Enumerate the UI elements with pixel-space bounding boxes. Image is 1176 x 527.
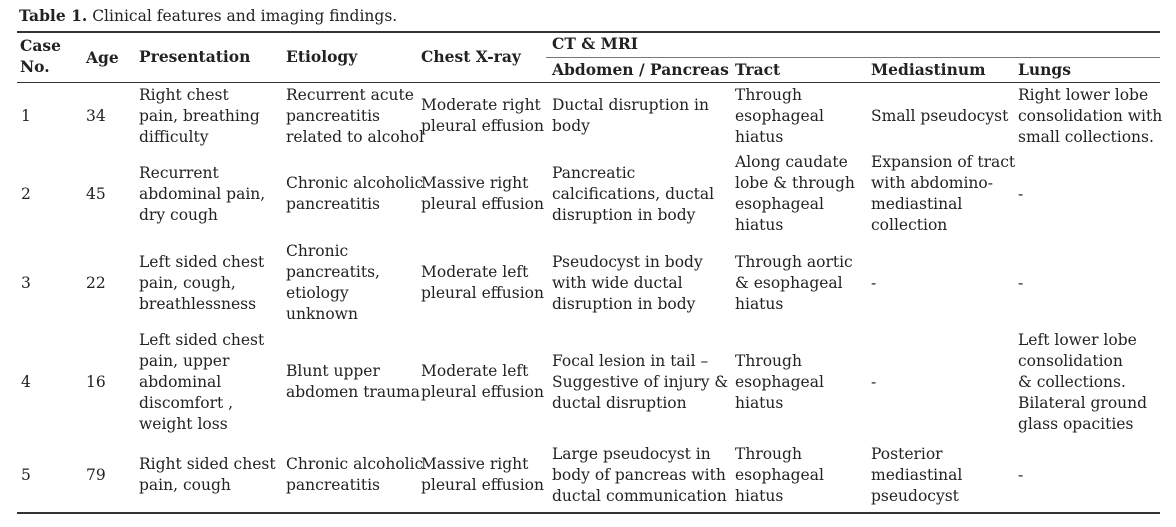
cell-age: 34 (86, 106, 106, 125)
cell-abdomen: Large pseudocyst in body of pancreas with ductal communication (552, 444, 727, 505)
cell-age: 79 (86, 465, 106, 484)
cell-presentation: Recurrent abdominal pain, dry cough (139, 163, 266, 224)
header-mediastinum: Mediastinum (871, 60, 986, 79)
cell-etiology: Chronic alcoholic pancreatitis (286, 174, 424, 213)
cell-tract: Along caudate lobe & through esophageal hiatus (735, 153, 855, 234)
cell-abdomen: Pseudocyst in body with wide ductal disruption in body (552, 252, 703, 313)
cell-lungs: Right lower lobe consolidation with small collections. (1018, 85, 1163, 146)
header-rule (17, 82, 1160, 83)
cell-chest-xray: Moderate right pleural effusion (421, 96, 544, 135)
cell-case: 1 (21, 106, 31, 125)
cell-etiology: Chronic pancreatits, etiology unknown (286, 242, 380, 323)
cell-mediastinum: Expansion of tract with abdomino- mediastinal collection (871, 153, 1016, 234)
header-case-no: Case No. (20, 36, 61, 76)
cell-presentation: Right sided chest pain, cough (139, 455, 276, 494)
cell-case: 2 (21, 184, 31, 203)
cell-age: 22 (86, 273, 106, 292)
table-caption-label: Table 1. (19, 6, 88, 25)
cell-abdomen: Pancreatic calcifications, ductal disruption in body (552, 163, 715, 224)
cell-tract: Through esophageal hiatus (735, 444, 824, 505)
cell-presentation: Right chest pain, breathing difficulty (139, 85, 260, 146)
cell-etiology: Blunt upper abdomen trauma (286, 362, 420, 401)
cell-chest-xray: Massive right pleural effusion (421, 455, 544, 494)
cell-case: 3 (21, 273, 31, 292)
cell-abdomen: Ductal disruption in body (552, 96, 709, 135)
cell-etiology: Recurrent acute pancreatitis related to alcohol (286, 85, 425, 146)
cell-case: 4 (21, 372, 31, 391)
cell-chest-xray: Moderate left pleural effusion (421, 362, 544, 401)
header-tract: Tract (735, 60, 781, 79)
cell-mediastinum: - (871, 273, 877, 292)
cell-tract: Through aortic & esophageal hiatus (735, 252, 853, 313)
cell-mediastinum: Small pseudocyst (871, 106, 1009, 125)
cell-lungs: - (1018, 273, 1024, 292)
header-lungs: Lungs (1018, 60, 1072, 79)
table-caption-text: Clinical features and imaging findings. (87, 7, 398, 25)
cell-mediastinum: - (871, 372, 877, 391)
cell-lungs: - (1018, 465, 1024, 484)
header-chest-xray: Chest X-ray (421, 47, 521, 66)
cell-abdomen: Focal lesion in tail – Suggestive of injury & ductal disruption (552, 351, 729, 412)
cell-case: 5 (21, 465, 31, 484)
cell-etiology: Chronic alcoholic pancreatitis (286, 455, 424, 494)
cell-presentation: Left sided chest pain, cough, breathlessness (139, 252, 265, 313)
cell-tract: Through esophageal hiatus (735, 85, 824, 146)
cell-chest-xray: Moderate left pleural effusion (421, 263, 544, 302)
cell-tract: Through esophageal hiatus (735, 351, 824, 412)
header-age: Age (86, 48, 119, 67)
header-presentation: Presentation (139, 47, 251, 66)
ct-mri-rule (546, 57, 1160, 58)
cell-lungs: Left lower lobe consolidation & collections. Bilateral ground glass opacities (1018, 330, 1148, 433)
table-caption (19, 6, 397, 25)
cell-age: 16 (86, 372, 106, 391)
header-etiology: Etiology (286, 47, 358, 66)
cell-presentation: Left sided chest pain, upper abdominal discomfort , weight loss (139, 330, 265, 433)
cell-mediastinum: Posterior mediastinal pseudocyst (871, 444, 963, 505)
cell-age: 45 (86, 184, 106, 203)
header-abdomen-pancreas: Abdomen / Pancreas (552, 60, 729, 79)
bottom-rule (17, 512, 1160, 514)
header-ct-mri: CT & MRI (552, 34, 638, 53)
cell-lungs: - (1018, 184, 1024, 203)
cell-chest-xray: Massive right pleural effusion (421, 174, 544, 213)
